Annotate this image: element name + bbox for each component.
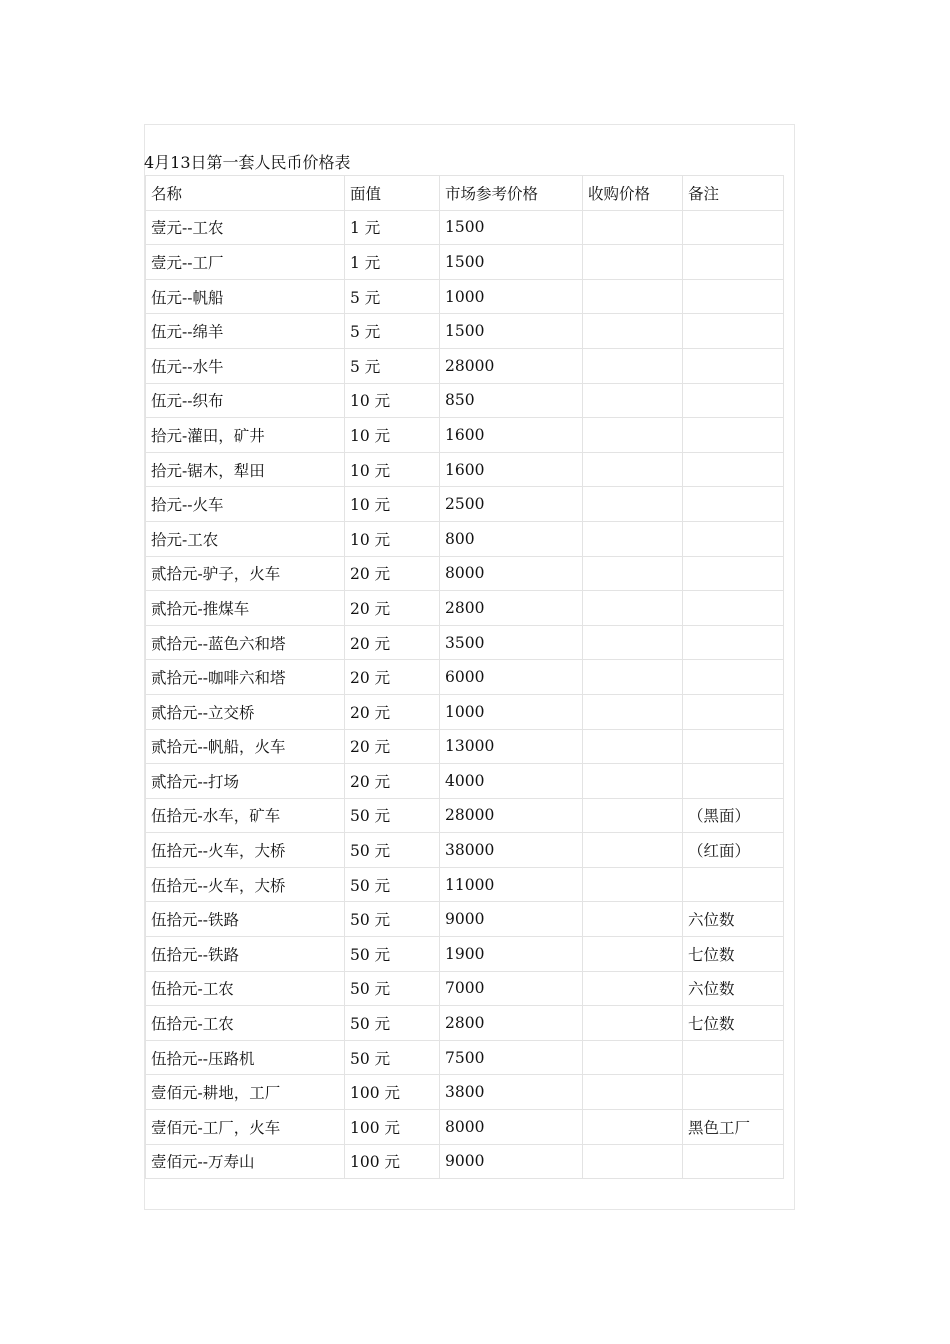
cell-name: 拾元-锯木，犁田 (146, 452, 345, 487)
cell-market-price: 7000 (440, 971, 583, 1006)
column-header-note: 备注 (683, 176, 784, 211)
cell-buy-price (583, 798, 683, 833)
cell-face-value: 20 元 (345, 660, 440, 695)
cell-face-value: 10 元 (345, 383, 440, 418)
cell-market-price: 1000 (440, 279, 583, 314)
cell-note (683, 1040, 784, 1075)
table-row (146, 971, 784, 1006)
cell-buy-price (583, 937, 683, 972)
cell-face-value: 50 元 (345, 798, 440, 833)
cell-buy-price (583, 660, 683, 695)
cell-market-price: 4000 (440, 764, 583, 799)
cell-market-price: 1500 (440, 245, 583, 280)
cell-face-value: 100 元 (345, 1144, 440, 1179)
cell-name: 伍拾元--火车，大桥 (146, 833, 345, 868)
cell-note: 黑色工厂 (683, 1110, 784, 1145)
cell-face-value: 1 元 (345, 210, 440, 245)
table-row (146, 383, 784, 418)
cell-note (683, 660, 784, 695)
cell-face-value: 5 元 (345, 314, 440, 349)
cell-name: 伍拾元-水车，矿车 (146, 798, 345, 833)
cell-note (683, 1144, 784, 1179)
cell-note (683, 521, 784, 556)
table-row (146, 833, 784, 868)
table-row (146, 591, 784, 626)
cell-note: （黑面） (683, 798, 784, 833)
cell-name: 伍拾元--铁路 (146, 937, 345, 972)
table-header-row (146, 176, 784, 211)
cell-name: 壹佰元--万寿山 (146, 1144, 345, 1179)
table-row (146, 210, 784, 245)
cell-face-value: 50 元 (345, 867, 440, 902)
cell-note (683, 279, 784, 314)
cell-face-value: 50 元 (345, 833, 440, 868)
table-row (146, 245, 784, 280)
cell-buy-price (583, 556, 683, 591)
cell-market-price: 1000 (440, 694, 583, 729)
cell-name: 贰拾元--立交桥 (146, 694, 345, 729)
cell-market-price: 1600 (440, 418, 583, 453)
cell-face-value: 5 元 (345, 348, 440, 383)
price-table (145, 175, 784, 1179)
table-row (146, 867, 784, 902)
cell-face-value: 20 元 (345, 729, 440, 764)
cell-market-price: 2800 (440, 591, 583, 626)
cell-note (683, 452, 784, 487)
cell-name: 伍拾元-工农 (146, 971, 345, 1006)
cell-note (683, 729, 784, 764)
cell-name: 伍元--织布 (146, 383, 345, 418)
cell-market-price: 800 (440, 521, 583, 556)
cell-note (683, 764, 784, 799)
table-row (146, 1144, 784, 1179)
cell-buy-price (583, 971, 683, 1006)
cell-note: 七位数 (683, 937, 784, 972)
cell-name: 拾元--火车 (146, 487, 345, 522)
table-row (146, 1006, 784, 1041)
cell-buy-price (583, 245, 683, 280)
cell-buy-price (583, 383, 683, 418)
cell-buy-price (583, 210, 683, 245)
cell-name: 伍元--帆船 (146, 279, 345, 314)
cell-face-value: 20 元 (345, 694, 440, 729)
cell-name: 贰拾元--蓝色六和塔 (146, 625, 345, 660)
cell-name: 拾元-工农 (146, 521, 345, 556)
cell-face-value: 20 元 (345, 764, 440, 799)
cell-market-price: 1500 (440, 314, 583, 349)
cell-name: 壹元--工厂 (146, 245, 345, 280)
cell-buy-price (583, 314, 683, 349)
cell-name: 伍拾元--铁路 (146, 902, 345, 937)
cell-face-value: 100 元 (345, 1075, 440, 1110)
cell-market-price: 8000 (440, 1110, 583, 1145)
cell-note (683, 210, 784, 245)
cell-market-price: 9000 (440, 902, 583, 937)
cell-market-price: 38000 (440, 833, 583, 868)
cell-name: 贰拾元--咖啡六和塔 (146, 660, 345, 695)
cell-market-price: 1900 (440, 937, 583, 972)
table-row (146, 348, 784, 383)
cell-note (683, 245, 784, 280)
cell-name: 伍元--水牛 (146, 348, 345, 383)
cell-name: 拾元-灌田，矿井 (146, 418, 345, 453)
cell-name: 贰拾元-推煤车 (146, 591, 345, 626)
cell-market-price: 11000 (440, 867, 583, 902)
cell-face-value: 10 元 (345, 452, 440, 487)
column-header-name: 名称 (146, 176, 345, 211)
cell-market-price: 850 (440, 383, 583, 418)
cell-name: 伍拾元--压路机 (146, 1040, 345, 1075)
cell-buy-price (583, 729, 683, 764)
cell-market-price: 8000 (440, 556, 583, 591)
table-row (146, 487, 784, 522)
cell-buy-price (583, 1040, 683, 1075)
table-row (146, 1110, 784, 1145)
cell-buy-price (583, 452, 683, 487)
cell-face-value: 10 元 (345, 487, 440, 522)
cell-name: 壹佰元-耕地，工厂 (146, 1075, 345, 1110)
cell-note (683, 1075, 784, 1110)
cell-face-value: 1 元 (345, 245, 440, 280)
cell-note: 七位数 (683, 1006, 784, 1041)
cell-buy-price (583, 1144, 683, 1179)
cell-note (683, 383, 784, 418)
cell-market-price: 1500 (440, 210, 583, 245)
cell-name: 伍拾元--火车，大桥 (146, 867, 345, 902)
cell-note (683, 314, 784, 349)
cell-name: 贰拾元--打场 (146, 764, 345, 799)
cell-buy-price (583, 418, 683, 453)
cell-name: 伍元--绵羊 (146, 314, 345, 349)
cell-buy-price (583, 1110, 683, 1145)
cell-face-value: 100 元 (345, 1110, 440, 1145)
column-header-market-price: 市场参考价格 (440, 176, 583, 211)
cell-buy-price (583, 867, 683, 902)
cell-face-value: 50 元 (345, 937, 440, 972)
cell-buy-price (583, 902, 683, 937)
cell-buy-price (583, 833, 683, 868)
cell-market-price: 7500 (440, 1040, 583, 1075)
cell-note: （红面） (683, 833, 784, 868)
cell-market-price: 28000 (440, 348, 583, 383)
cell-buy-price (583, 625, 683, 660)
cell-face-value: 20 元 (345, 625, 440, 660)
cell-market-price: 1600 (440, 452, 583, 487)
cell-face-value: 20 元 (345, 591, 440, 626)
table-row (146, 556, 784, 591)
table-row (146, 660, 784, 695)
cell-buy-price (583, 764, 683, 799)
cell-face-value: 20 元 (345, 556, 440, 591)
table-row (146, 314, 784, 349)
cell-face-value: 10 元 (345, 418, 440, 453)
cell-face-value: 50 元 (345, 1040, 440, 1075)
cell-note: 六位数 (683, 971, 784, 1006)
cell-name: 贰拾元-驴子，火车 (146, 556, 345, 591)
cell-buy-price (583, 521, 683, 556)
cell-market-price: 2800 (440, 1006, 583, 1041)
cell-name: 壹元--工农 (146, 210, 345, 245)
cell-face-value: 50 元 (345, 902, 440, 937)
cell-market-price: 3800 (440, 1075, 583, 1110)
cell-note (683, 867, 784, 902)
column-header-buy-price: 收购价格 (583, 176, 683, 211)
table-row (146, 418, 784, 453)
table-row (146, 1040, 784, 1075)
cell-buy-price (583, 694, 683, 729)
cell-buy-price (583, 591, 683, 626)
cell-market-price: 6000 (440, 660, 583, 695)
cell-name: 贰拾元--帆船，火车 (146, 729, 345, 764)
cell-note (683, 348, 784, 383)
table-row (146, 625, 784, 660)
cell-note (683, 556, 784, 591)
cell-market-price: 2500 (440, 487, 583, 522)
table-row (146, 521, 784, 556)
table-row (146, 764, 784, 799)
page-title: 4月13日第一套人民币价格表 (144, 153, 351, 172)
cell-buy-price (583, 279, 683, 314)
cell-note: 六位数 (683, 902, 784, 937)
table-row (146, 1075, 784, 1110)
cell-buy-price (583, 1006, 683, 1041)
cell-buy-price (583, 1075, 683, 1110)
cell-market-price: 28000 (440, 798, 583, 833)
cell-name: 伍拾元-工农 (146, 1006, 345, 1041)
table-row (146, 937, 784, 972)
cell-note (683, 591, 784, 626)
table-row (146, 798, 784, 833)
table-row (146, 279, 784, 314)
table-row (146, 452, 784, 487)
cell-face-value: 50 元 (345, 971, 440, 1006)
column-header-face-value: 面值 (345, 176, 440, 211)
cell-note (683, 694, 784, 729)
cell-face-value: 5 元 (345, 279, 440, 314)
cell-note (683, 418, 784, 453)
cell-market-price: 13000 (440, 729, 583, 764)
cell-market-price: 9000 (440, 1144, 583, 1179)
cell-buy-price (583, 348, 683, 383)
cell-note (683, 625, 784, 660)
cell-name: 壹佰元-工厂，火车 (146, 1110, 345, 1145)
table-row (146, 694, 784, 729)
cell-face-value: 10 元 (345, 521, 440, 556)
table-row (146, 729, 784, 764)
table-row (146, 902, 784, 937)
cell-face-value: 50 元 (345, 1006, 440, 1041)
cell-buy-price (583, 487, 683, 522)
cell-note (683, 487, 784, 522)
cell-market-price: 3500 (440, 625, 583, 660)
